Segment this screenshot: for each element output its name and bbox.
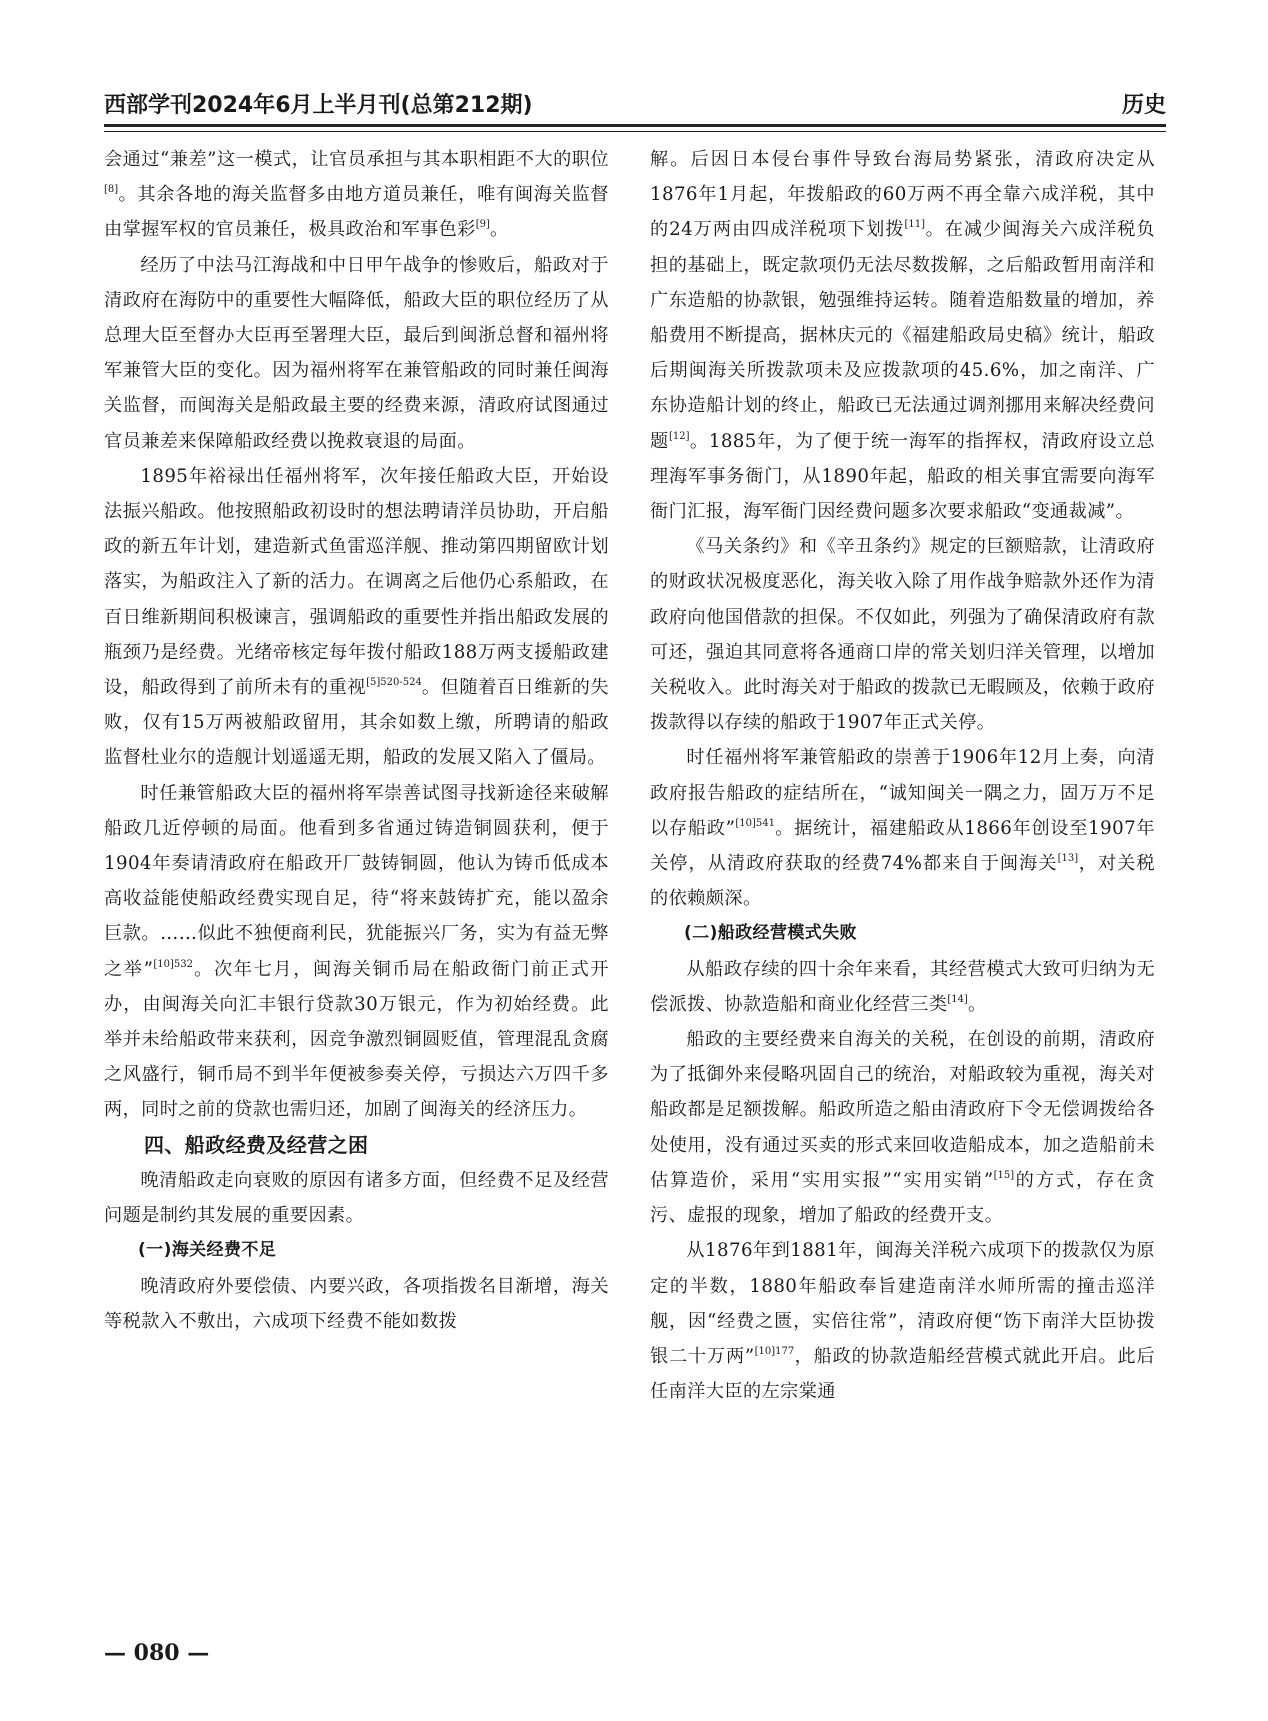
paragraph: 时任兼管船政大臣的福州将军崇善试图寻找新途径来破解船政几近停顿的局面。他看到多省通过铸造铜圆获利，便于1904年奏请清政府在船政开厂鼓铸铜圆，他认为铸币低成本高收益能使船政经费实现自足，待“将来鼓铸扩充，能以盈余巨款。……似此不独便商利民，犹能振兴厂务，实为有益无弊之举”$^{[10]532}$。次年七月，闽海关铜币局在船政衙门前正式开办，由闽海关向汇丰银行贷款30万银元，作为初始经费。此举并未给船政带来获利，因竞争激烈铜圆贬值，管理混乱贪腐之风盛行，铜币局不到半年便被参奏关停，亏损达六万四千多两，同时之前的贷款也需归还，加剧了闽海关的经济压力。 [104, 782, 609, 1121]
paragraph: 晚清政府外要偿债、内要兴政，各项指拨名目渐增，海关等税款入不敷出，六成项下经费不能如数拨 [104, 1275, 609, 1332]
paragraph: 1895年裕禄出任福州将军，次年接任船政大臣，开始设法振兴船政。他按照船政初设时的想法聘请洋员协助，开启船政的新五年计划，建造新式鱼雷巡洋舰、推动第四期留欧计划落实，为船政注入了新的活力。在调离之后他仍心系船政，在百日维新期间积极谏言，强调船政的重要性并指出船政发展的瓶颈乃是经费。光绪帝核定每年拨付船政188万两支援船政建设，船政得到了前所未有的重视$^{[5]520-524}$。但随着百日维新的失败，仅有15万两被船政留用，其余如数上缴，所聘请的船政监督杜业尔的造舰计划遥遥无期，船政的发展又陷入了僵局。 [104, 465, 609, 769]
running-header [104, 86, 1166, 127]
paragraph: 从1876年到1881年，闽海关洋税六成项下的拨款仅为原定的半数，1880年船政奉旨建造南洋水师所需的撞击巡洋舰，因“经费之匮，实倍往常”，清政府便“饬下南洋大臣协拨银二十万两”$^{[10]177}$，船政的协款造船经营模式就此开启。此后任南洋大臣的左宗棠通 [650, 1240, 1155, 1403]
paragraph: 从船政存续的四十余年来看，其经营模式大致可归纳为无偿派拨、协款造船和商业化经营三类[14]。 [650, 958, 1155, 1015]
citation[interactable]: [15] [993, 1169, 1015, 1181]
citation[interactable]: [14] [947, 993, 968, 1005]
citation[interactable]: [11] [904, 219, 926, 231]
paragraph: 会通过“兼差”这一模式，让官员承担与其本职相距不大的职位[8]。其余各地的海关监督多由地方道员兼任，唯有闽海关监督由掌握军权的官员兼任，极具政治和军事色彩[9]。 [104, 149, 609, 241]
citation[interactable]: [10]177 [754, 1345, 795, 1357]
paragraph: 船政的主要经费来自海关的关税，在创设的前期，清政府为了抵御外来侵略巩固自己的统治，对船政较为重视，海关对船政都是足额拨解。船政所造之船由清政府下令无偿调拨给各处使用，没有通过买卖的形式来回收造船成本，加之造船前未估算造价，采用“实用实报”“实用实销”[15]的方式，存在贪污、虚报的现象，增加了船政的经费开支。 [650, 1029, 1155, 1227]
citation[interactable]: [9] [475, 219, 490, 231]
header-rule [104, 131, 1166, 132]
subsection-heading: (二)船政经营模式失败 [684, 923, 857, 944]
section-heading: 四、船政经费及经营之困 [144, 1132, 369, 1157]
paragraph: 晚清船政走向衰败的原因有诸多方面，但经费不足及经营问题是制约其发展的重要因素。 [104, 1169, 609, 1227]
journal-title: 西部学刊2024年6月上半月刊(总第212期) [104, 93, 533, 118]
page-number: — 080 — [104, 1640, 210, 1666]
subsection-heading: (一)海关经费不足 [138, 1240, 277, 1261]
left-column [104, 142, 609, 1339]
citation[interactable]: [10]532 [153, 958, 193, 970]
paragraph: 时任福州将军兼管船政的崇善于1906年12月上奏，向清政府报告船政的症结所在，“诚知闽关一隅之力，固万万不足以存船政”$^{[10]541}$。据统计，福建船政从1866年创设至1907年关停，从清政府获取的经费74%都来自于闽海关[13]，对关税的依赖颇深。 [650, 747, 1155, 910]
right-column [650, 142, 1155, 1409]
section-label: 历史 [1121, 93, 1166, 118]
citation[interactable]: [5]520-524 [366, 677, 422, 689]
citation[interactable]: [10]541 [735, 817, 775, 829]
citation[interactable]: [12] [668, 430, 690, 442]
citation[interactable]: [13] [1057, 853, 1079, 865]
paragraph: 解。后因日本侵台事件导致台海局势紧张，清政府决定从1876年1月起，年拨船政的60万两不再全靠六成洋税，其中的24万两由四成洋税项下划拨[11]。在减少闽海关六成洋税负担的基础上，既定款项仍无法尽数拨解，之后船政暂用南洋和广东造船的协款银，勉强维持运转。随着造船数量的增加，养船费用不断提高，据林庆元的《福建船政局史稿》统计，船政后期闽海关所拨款项未及应拨款项的45.6%，加之南洋、广东协造船计划的终止，船政已无法通过调剂挪用来解决经费问题[12]。1885年，为了便于统一海军的指挥权，清政府设立总理海军事务衙门，从1890年起，船政的相关事宜需要向海军衙门汇报，海军衙门因经费问题多次要求船政“变通裁减”。 [650, 149, 1155, 523]
paragraph: 经历了中法马江海战和中日甲午战争的惨败后，船政对于清政府在海防中的重要性大幅降低，船政大臣的职位经历了从总理大臣至督办大臣再至署理大臣，最后到闽浙总督和福州将军兼管大臣的变化。因为福州将军在兼管船政的同时兼任闽海关监督，而闽海关是船政最主要的经费来源，清政府试图通过官员兼差来保障船政经费以挽救衰退的局面。 [104, 254, 609, 452]
citation[interactable]: [8] [104, 184, 119, 196]
paragraph: 《马关条约》和《辛丑条约》规定的巨额赔款，让清政府的财政状况极度恶化，海关收入除了用作战争赔款外还作为清政府向他国借款的担保。不仅如此，列强为了确保清政府有款可还，强迫其同意将各通商口岸的常关划归洋关管理，以增加关税收入。此时海关对于船政的拨款已无暇顾及，依赖于政府拨款得以存续的船政于1907年正式关停。 [650, 536, 1155, 734]
